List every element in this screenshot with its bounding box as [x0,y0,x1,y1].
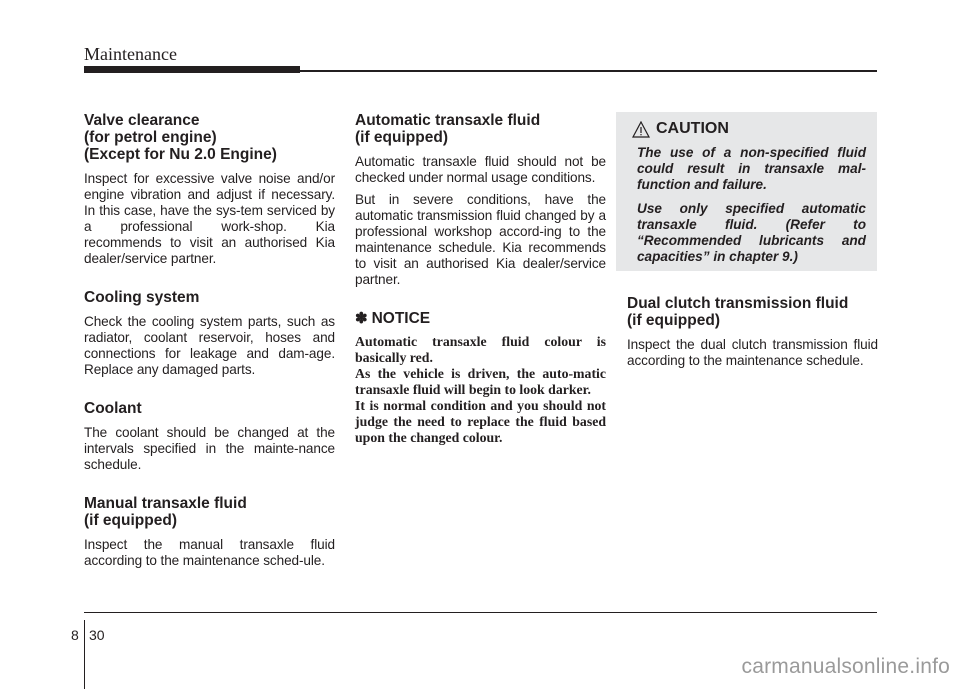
dual-clutch-heading [627,295,878,329]
left-column [84,112,335,591]
manual-transaxle-text: Inspect the manual transaxle fluid according to the maintenance sched-ule. [84,537,335,568]
heading-line: Manual transaxle fluid [84,495,247,512]
cooling-system-section [84,289,335,378]
heading-line: (if equipped) [627,312,720,329]
caution-body [637,145,866,273]
coolant-text: The coolant should be changed at the intervals specified in the mainte-nance schedule. [84,425,335,472]
valve-clearance-section [84,112,335,267]
heading-line: Automatic transaxle fluid [355,112,541,129]
heading-line: Dual clutch transmission fluid [627,295,849,312]
heading-line: (for petrol engine) [84,129,217,146]
header-rule-thick [84,66,300,73]
heading-line: (Except for Nu 2.0 Engine) [84,146,277,163]
page-number: 30 [89,627,105,643]
valve-clearance-text: Inspect for excessive valve noise and/or engine vibration and adjust if necessary. In this case, have the sys-tem serviced by a professional work-shop. Kia recommends to visit an authorised Kia dealer/service partner. [84,171,335,266]
automatic-transaxle-heading [355,112,606,146]
header-rule-thin [300,70,877,72]
manual-transaxle-section [84,495,335,569]
automatic-transaxle-text-1: Automatic transaxle fluid should not be checked under normal usage conditions. [355,154,606,185]
heading-line: Valve clearance [84,112,200,129]
cooling-system-text: Check the cooling system parts, such as radiator, coolant reservoir, hoses and connections for leakage and dam-age. Replace any damaged parts. [84,314,335,377]
chapter-number: 8 [71,627,79,643]
caution-heading [632,120,729,138]
notice-title: NOTICE [371,310,431,327]
manual-transaxle-heading [84,495,335,529]
notice-line: It is normal condition and you should not judge the need to replace the fluid based upon the changed colour. [355,398,606,445]
notice-heading [355,310,606,328]
warning-triangle-icon [632,121,650,138]
valve-clearance-heading [84,112,335,163]
heading-line: (if equipped) [84,512,177,529]
running-header: Maintenance [84,44,177,64]
caution-paragraph: The use of a non-specified fluid could result in transaxle mal-function and failure. [637,145,866,192]
footer-rule [84,612,877,613]
notice-text [355,334,606,446]
caution-title: CAUTION [656,120,729,137]
caution-box [616,112,877,271]
notice-line: Automatic transaxle fluid colour is basically red. [355,334,606,365]
dual-clutch-section [627,295,878,369]
notice-star-icon: ✽ [355,310,368,327]
automatic-transaxle-section [355,112,606,288]
cooling-system-heading: Cooling system [84,289,200,306]
notice-block [355,310,606,446]
caution-paragraph: Use only specified automatic transaxle fluid. (Refer to “Recommended lubricants and capacities” in chapter 9.) [637,201,866,264]
heading-line: (if equipped) [355,129,448,146]
dual-clutch-text: Inspect the dual clutch transmission fluid according to the maintenance schedule. [627,337,878,368]
coolant-section [84,400,335,473]
notice-line: As the vehicle is driven, the auto-matic transaxle fluid will begin to look darker. [355,366,606,397]
footer-divider [84,620,85,689]
automatic-transaxle-text-2: But in severe conditions, have the automatic transmission fluid changed by a professional workshop accord-ing to the maintenance schedule. Kia recommends to visit an authorised Kia dealer/service partner. [355,192,606,287]
watermark: carmanualsonline.info [741,655,950,678]
coolant-heading: Coolant [84,400,142,417]
middle-column [355,112,606,446]
